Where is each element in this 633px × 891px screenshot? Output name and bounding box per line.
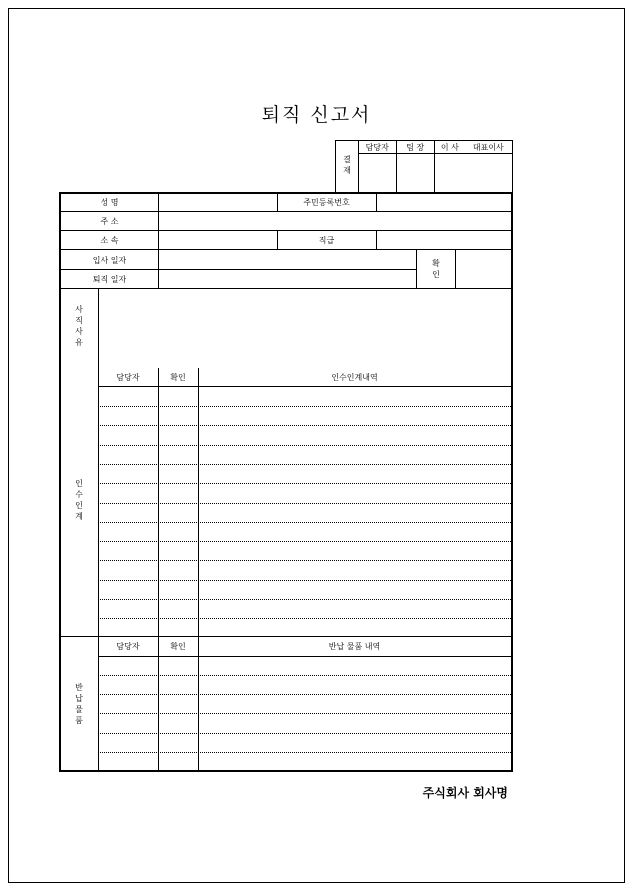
approval-label: 결재: [342, 154, 352, 177]
approval-col-ceo: 대표이사: [465, 141, 513, 154]
position-label: 직급: [318, 236, 335, 245]
handover-col-confirm: 확인: [170, 373, 186, 382]
approval-col-teamlead: 팀 장: [396, 141, 435, 154]
approval-sign-executive[interactable]: [435, 154, 513, 193]
address-label: 주 소: [100, 217, 119, 226]
document-title: 퇴직 신고서: [261, 104, 372, 126]
return-label: 반납물품: [75, 683, 83, 725]
approval-label-cell: [336, 141, 359, 193]
reason-label: 사직사유: [75, 305, 83, 347]
approval-table: [335, 140, 513, 193]
rrn-label: 주민등록번호: [303, 198, 350, 207]
name-label: 성 명: [100, 198, 119, 207]
return-col-staff: 담당자: [116, 642, 140, 651]
approval-sign-teamlead[interactable]: [396, 154, 435, 193]
join-date-label: 입사 일자: [92, 256, 127, 265]
handover-col-staff: 담당자: [116, 373, 140, 382]
retire-date-label: 퇴직 일자: [92, 275, 127, 284]
return-col-details: 반납 물품 내역: [328, 642, 381, 651]
approval-sign-staff[interactable]: [359, 154, 397, 193]
handover-label: 인수인계: [75, 479, 83, 521]
return-col-confirm: 확인: [170, 642, 186, 651]
approval-col-director: 이 사: [435, 141, 465, 154]
handover-col-details: 인수인계내역: [331, 373, 378, 382]
confirm-label: 확인: [432, 259, 440, 279]
company-name: 주식회사 회사명: [422, 786, 508, 800]
dept-label: 소 속: [100, 236, 119, 245]
form-grid: [59, 192, 513, 772]
approval-col-staff: 담당자: [359, 141, 397, 154]
